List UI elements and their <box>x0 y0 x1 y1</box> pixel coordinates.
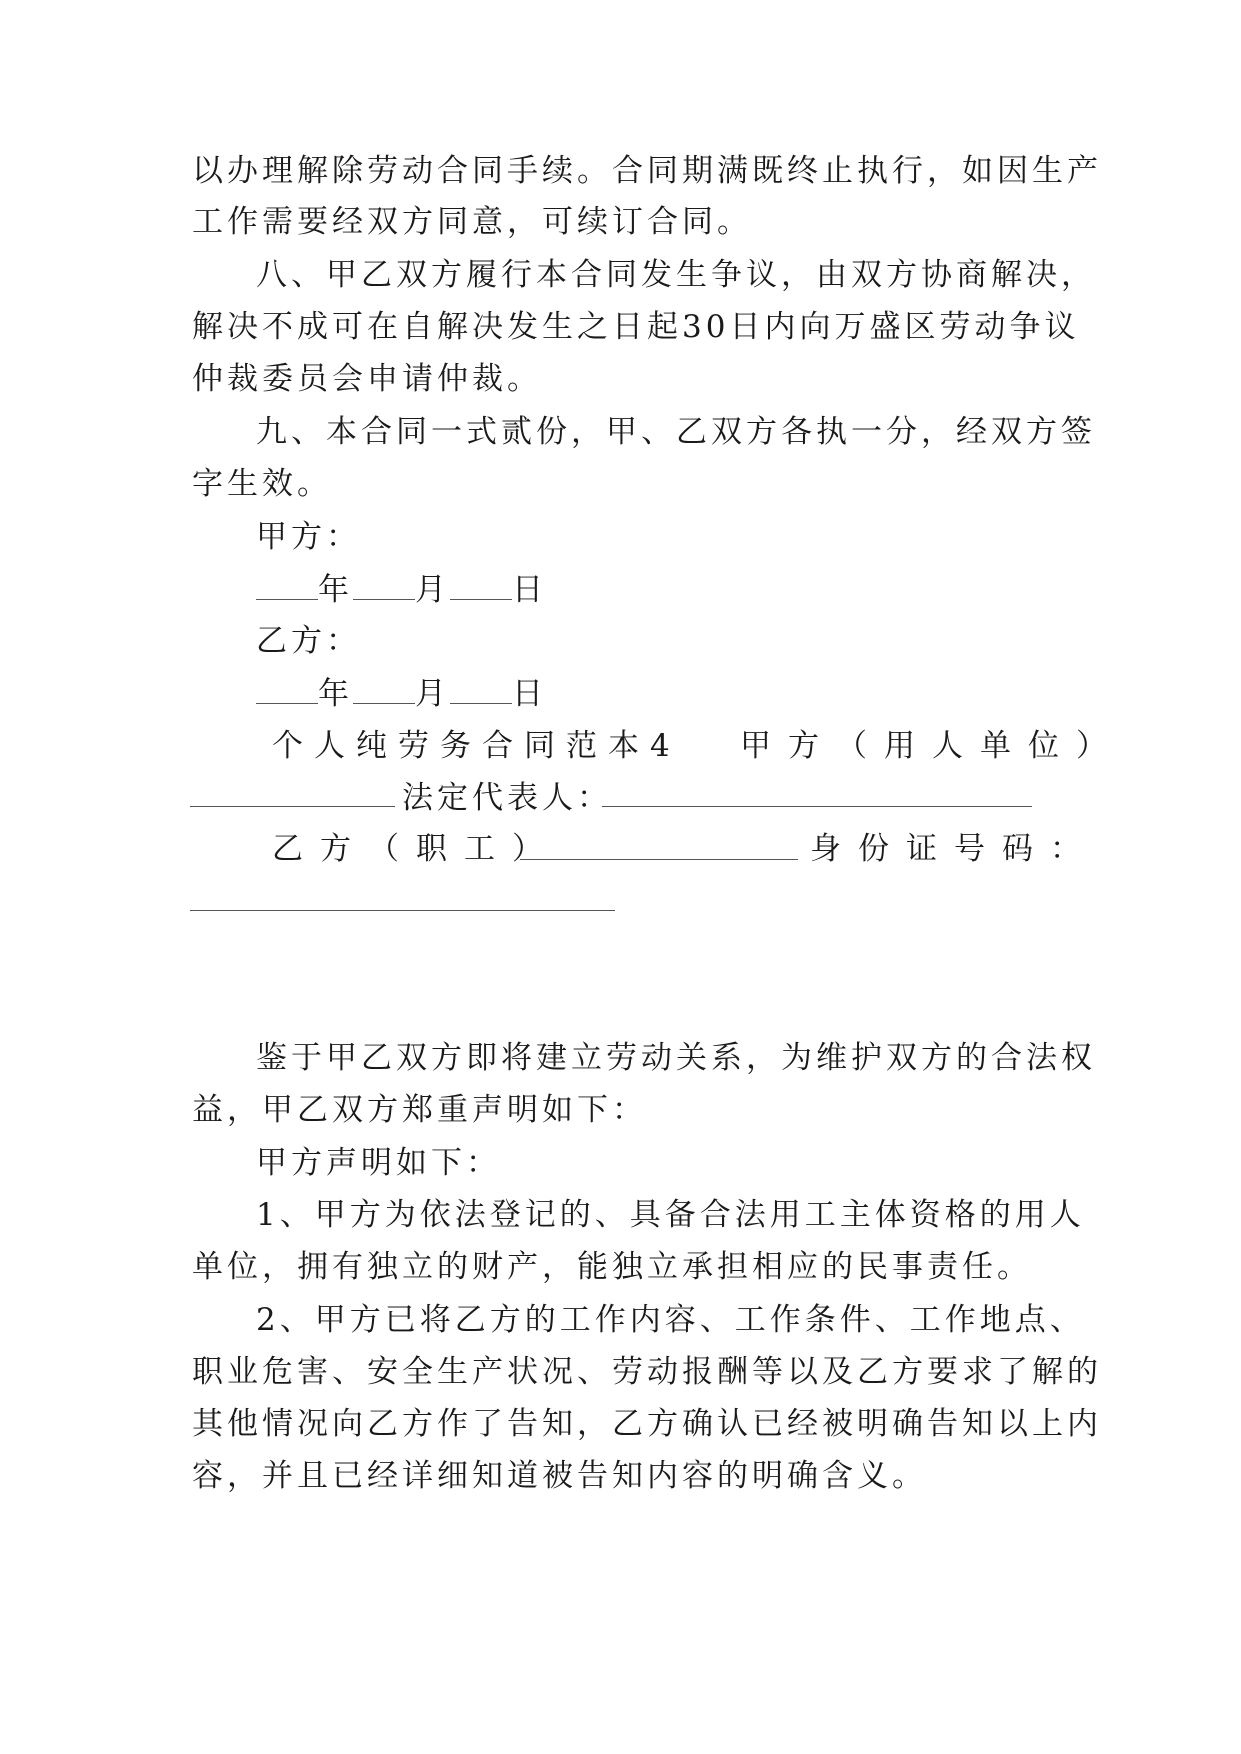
party-a-declaration-heading: 甲方声明如下： <box>256 1145 501 1181</box>
declaration-item-1-line: 1、甲方为依法登记的、具备合法用工主体资格的用人 <box>256 1197 1085 1233</box>
contract-4-title: 个人纯劳务合同范本4 <box>272 728 681 764</box>
party-a-date-line <box>256 569 1126 609</box>
day-label: 日 <box>512 572 547 608</box>
declaration-item-2-line: 其他情况向乙方作了告知，乙方确认已经被明确告知以上内 <box>192 1406 1102 1442</box>
declaration-item-2-line: 职业危害、安全生产状况、劳动报酬等以及乙方要求了解的 <box>192 1354 1102 1390</box>
paragraph-line: 工作需要经双方同意，可续订合同。 <box>192 204 752 240</box>
id-number-blank <box>190 910 615 911</box>
year-blank <box>256 569 318 600</box>
month-blank <box>353 673 415 704</box>
party-b-signature-label: 乙方： <box>256 623 361 659</box>
paragraph-line: 以办理解除劳动合同手续。合同期满既终止执行，如因生产 <box>192 153 1102 189</box>
id-number-label: 身份证号码： <box>810 831 1098 867</box>
declaration-intro-line: 益，甲乙双方郑重声明如下： <box>192 1092 647 1128</box>
legal-representative-blank <box>602 806 1032 807</box>
day-label: 日 <box>512 676 547 712</box>
clause-8-line: 解决不成可在自解决发生之日起30日内向万盛区劳动争议 <box>192 309 1080 345</box>
party-b-date-line <box>256 673 1126 713</box>
clause-8-line: 仲裁委员会申请仲裁。 <box>192 361 542 397</box>
month-label: 月 <box>415 572 450 608</box>
clause-9-line: 字生效。 <box>192 466 332 502</box>
party-a-employer-label: 甲方（用人单位） <box>740 728 1124 764</box>
month-label: 月 <box>415 676 450 712</box>
declaration-item-2-line: 2、甲方已将乙方的工作内容、工作条件、工作地点、 <box>256 1302 1085 1338</box>
employer-name-blank <box>190 806 395 807</box>
declaration-item-2-line: 容，并且已经详细知道被告知内容的明确含义。 <box>192 1458 927 1494</box>
declaration-intro-line: 鉴于甲乙双方即将建立劳动关系，为维护双方的合法权 <box>256 1040 1096 1076</box>
employee-name-blank <box>520 859 798 860</box>
clause-8-line: 八、甲乙双方履行本合同发生争议，由双方协商解决， <box>256 257 1096 293</box>
party-a-signature-label: 甲方： <box>256 519 361 555</box>
year-label: 年 <box>318 572 353 608</box>
declaration-item-1-line: 单位，拥有独立的财产，能独立承担相应的民事责任。 <box>192 1249 1032 1285</box>
legal-representative-label: 法定代表人： <box>402 780 612 816</box>
party-b-employee-label: 乙方（职工） <box>272 831 560 867</box>
month-blank <box>353 569 415 600</box>
day-blank <box>450 673 512 704</box>
clause-9-line: 九、本合同一式贰份，甲、乙双方各执一分，经双方签 <box>256 414 1096 450</box>
day-blank <box>450 569 512 600</box>
year-label: 年 <box>318 676 353 712</box>
year-blank <box>256 673 318 704</box>
